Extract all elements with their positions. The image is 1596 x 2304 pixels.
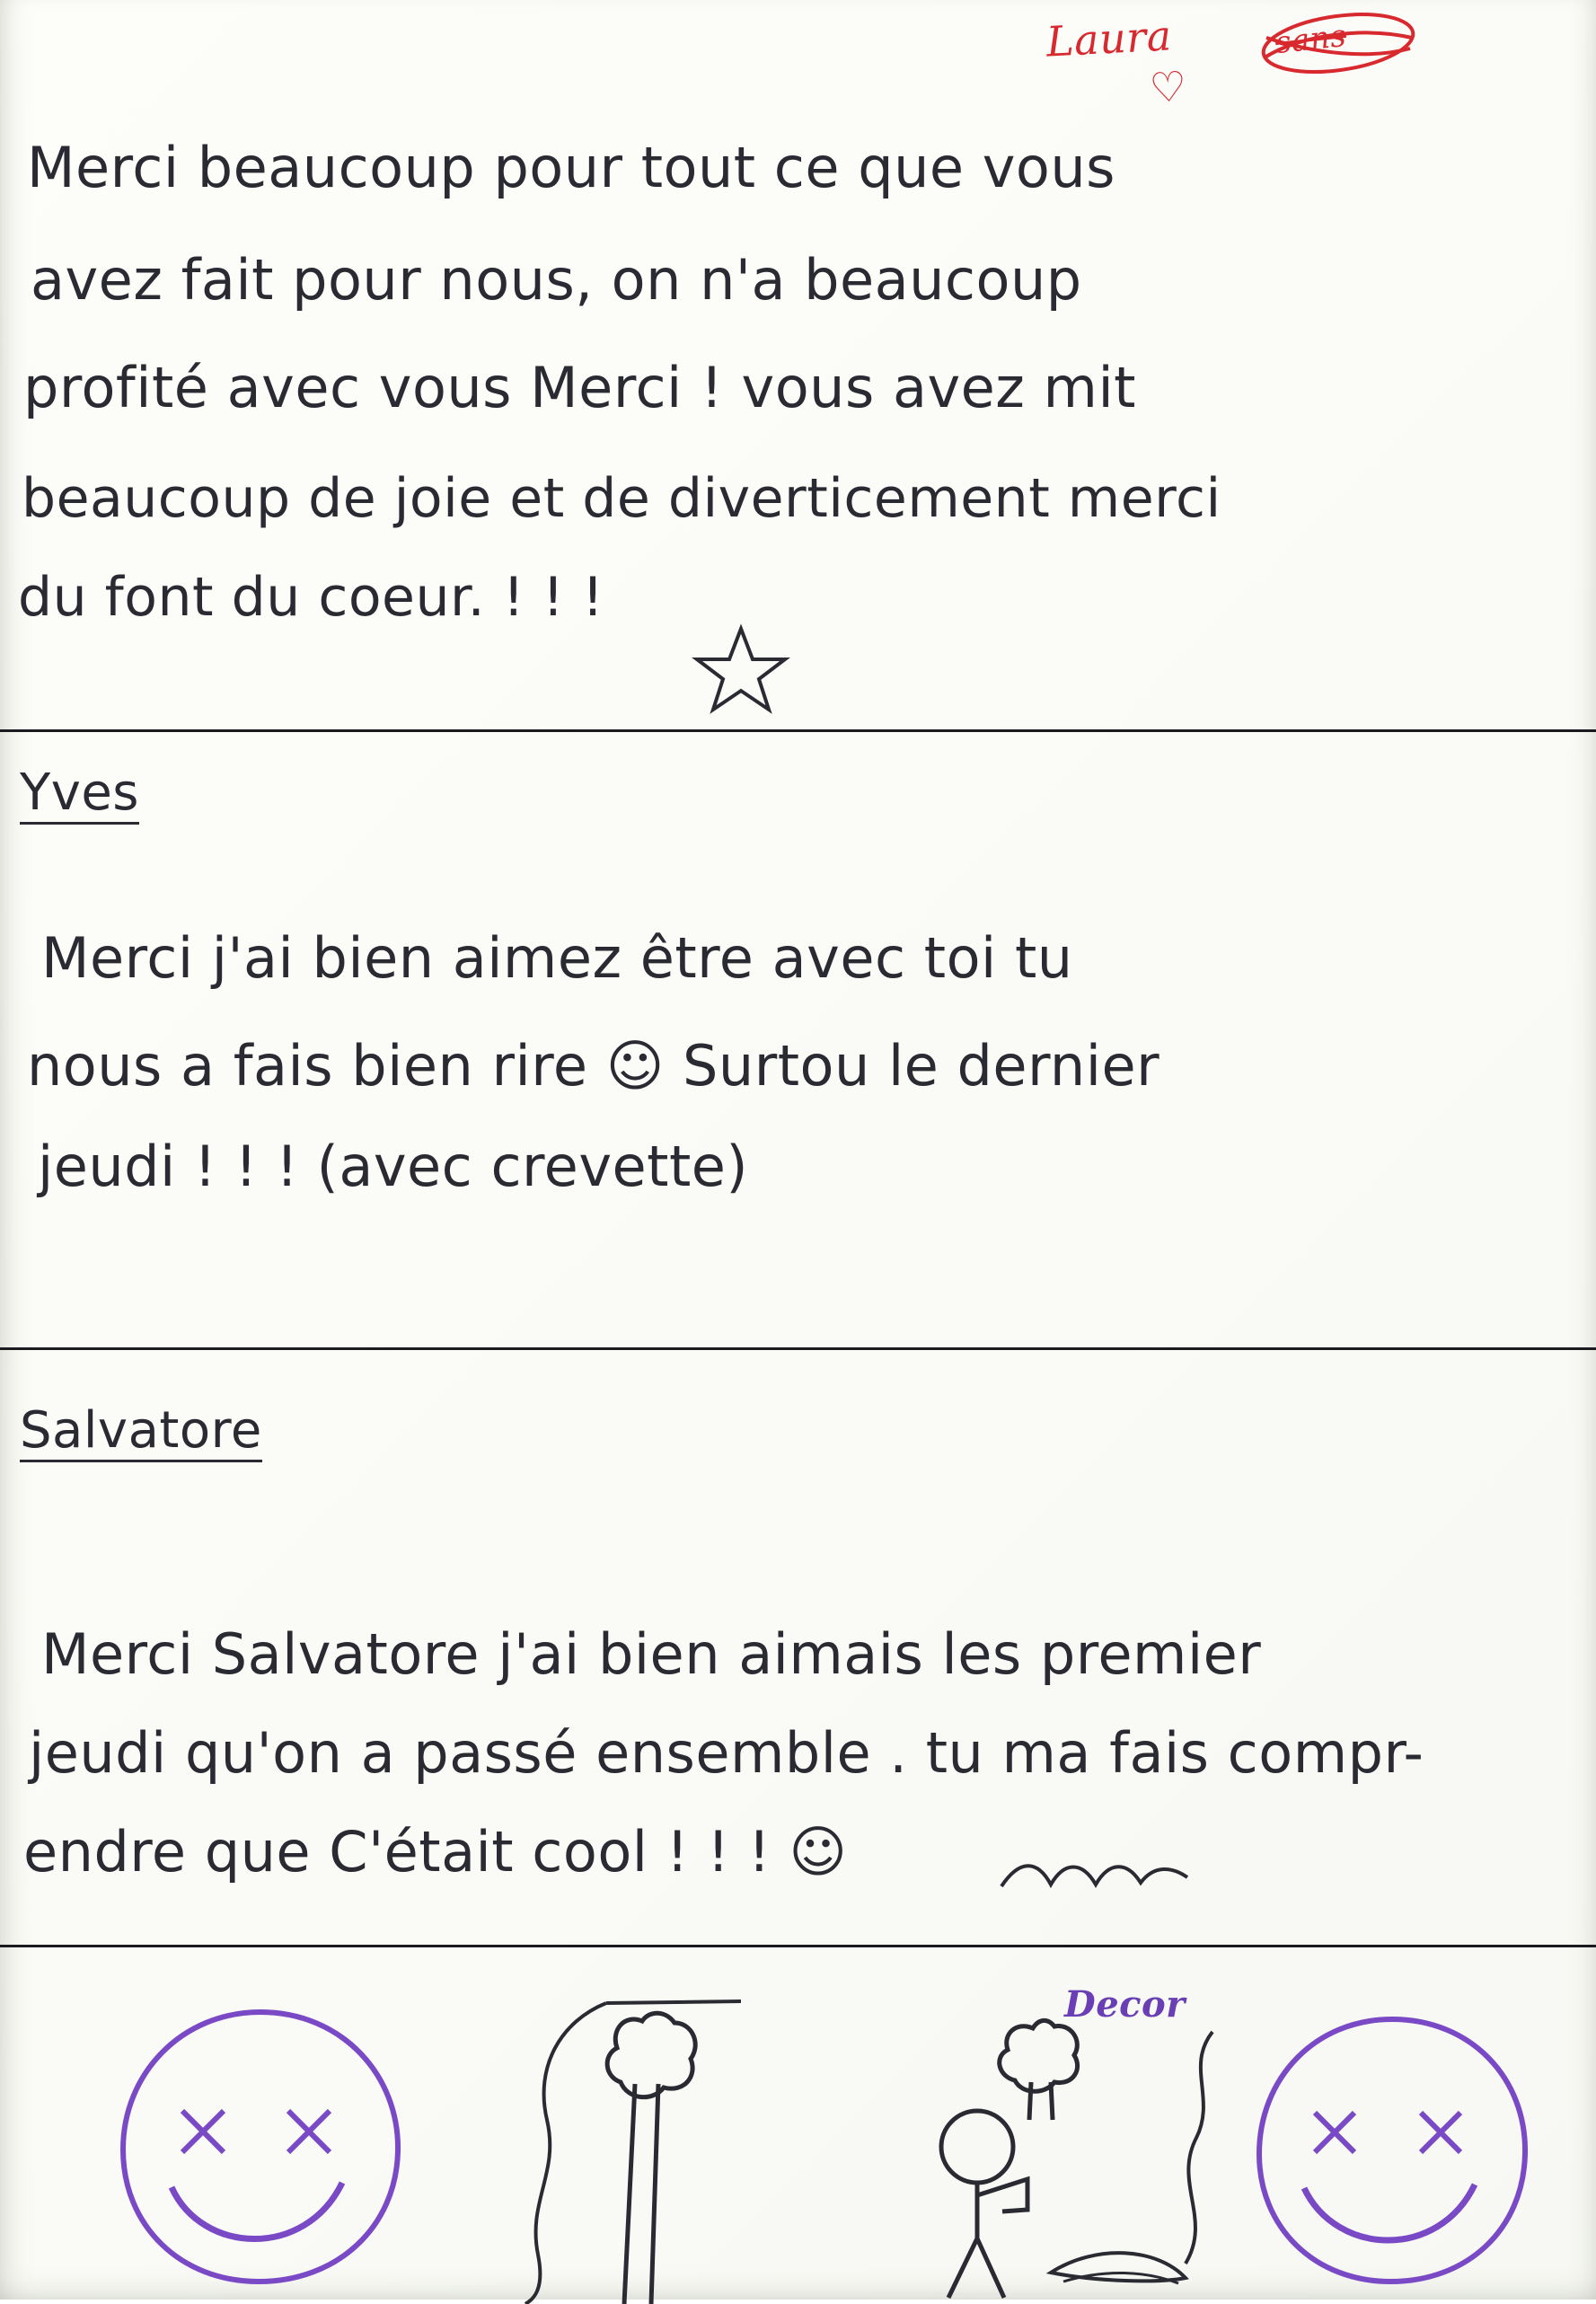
- smiley-x-eyes-right-icon: [1248, 2012, 1536, 2291]
- message-line: beaucoup de joie et de diverticement merci: [22, 467, 1221, 530]
- signature-name: Laura: [1045, 11, 1173, 66]
- section-heading-salvatore: Salvatore: [20, 1406, 262, 1462]
- decor-label: Decor: [1064, 1983, 1186, 2026]
- message-line: Merci j'ai bien aimez être avec toi tu: [41, 925, 1073, 991]
- heart-icon: ♡: [1148, 61, 1189, 113]
- decor-area: [18, 1976, 1581, 2300]
- message-line: jeudi ! ! ! (avec crevette): [38, 1134, 749, 1199]
- message-line: endre que C'était cool ! ! ! ☺: [23, 1819, 848, 1885]
- message-line: profité avec vous Merci ! vous avez mit: [23, 355, 1136, 420]
- tree-sketch-icon: [516, 1994, 786, 2304]
- stick-figure-with-tree-icon: [916, 2012, 1239, 2300]
- message-line: nous a fais bien rire ☺ Surtou le dernier: [27, 1033, 1160, 1099]
- divider: [0, 1347, 1596, 1350]
- signature-scribble-icon: [1006, 7, 1581, 124]
- message-line: Merci beaucoup pour tout ce que vous: [27, 135, 1115, 200]
- message-line: du font du coeur. ! ! !: [18, 566, 604, 629]
- message-line: jeudi qu'on a passé ensemble . tu ma fais compr-: [29, 1720, 1424, 1786]
- message-line: avez fait pour nous, on n'a beaucoup: [31, 247, 1082, 313]
- star-doodle-icon: [692, 620, 790, 719]
- smiley-x-eyes-left-icon: [112, 2003, 409, 2291]
- section-heading-yves: Yves: [20, 768, 139, 825]
- squiggle-doodle-icon: [997, 1850, 1195, 1904]
- divider: [0, 1945, 1596, 1947]
- divider: [0, 729, 1596, 732]
- signature-struck-word: sans: [1274, 17, 1348, 62]
- signature-block: [1006, 7, 1581, 124]
- message-line: Merci Salvatore j'ai bien aimais les premier: [41, 1621, 1262, 1687]
